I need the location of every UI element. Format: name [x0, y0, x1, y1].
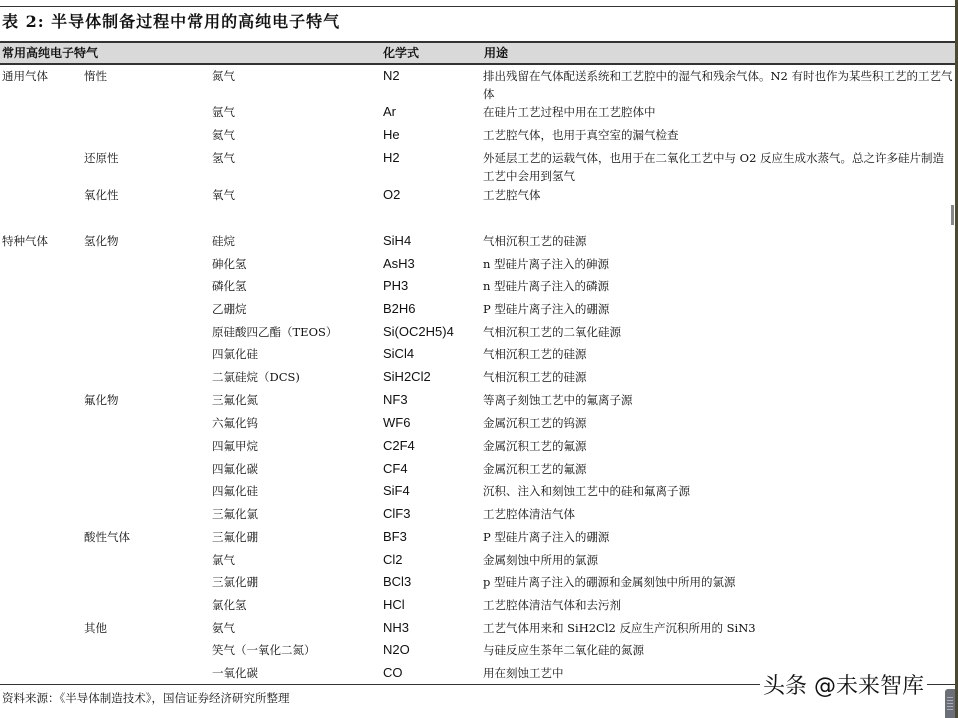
table-title: 表 2: 半导体制备过程中常用的高纯电子特气: [2, 12, 341, 31]
cell-gas-name: 一氧化碳: [212, 666, 258, 680]
cell-gas-name: 氨气: [212, 621, 235, 635]
header-formula: 化学式: [383, 46, 420, 60]
cell-use: 沉积、注入和刻蚀工艺中的硅和氟离子源: [483, 484, 690, 498]
cell-formula: O2: [383, 187, 401, 202]
cell-formula: ClF3: [383, 506, 411, 521]
table-row: [0, 232, 955, 254]
cell-gas-name: 砷化氢: [212, 257, 247, 271]
table-row: [0, 186, 955, 208]
cell-formula: Ar: [383, 104, 396, 119]
watermark: 头条 @未来智库: [760, 672, 927, 702]
cell-formula: WF6: [383, 415, 411, 430]
cell-subcategory: 其他: [84, 621, 107, 635]
cell-use: 金属沉积工艺的氟源: [483, 439, 587, 453]
table-row: [0, 619, 955, 641]
cell-formula: SiCl4: [383, 346, 415, 361]
cell-formula: SiH4: [383, 233, 412, 248]
cell-gas-name: 三氟化硼: [212, 530, 258, 544]
cell-formula: BCl3: [383, 574, 412, 589]
cell-use: p 型硅片离子注入的硼源和金属刻蚀中所用的氯源: [483, 575, 736, 589]
cell-subcategory: 氟化物: [84, 393, 119, 407]
cell-gas-name: 磷化氢: [212, 279, 247, 293]
grip-line-icon: [947, 700, 953, 701]
cell-gas-name: 二氯硅烷（DCS): [212, 370, 300, 384]
cell-category: 通用气体: [2, 69, 48, 83]
cell-formula: C2F4: [383, 438, 415, 453]
cell-gas-name: 氢气: [212, 151, 235, 165]
cell-formula: N2: [383, 68, 400, 83]
cell-gas-name: 乙硼烷: [212, 302, 247, 316]
cell-formula: B2H6: [383, 301, 416, 316]
cell-use: P 型硅片离子注入的硼源: [483, 530, 610, 544]
cell-use: 工艺腔体清洁气体和去污剂: [483, 598, 621, 612]
cell-use: 金属沉积工艺的钨源: [483, 416, 587, 430]
grip-line-icon: [947, 703, 953, 704]
cell-gas-name: 六氟化钨: [212, 416, 258, 430]
table-row: [0, 641, 955, 663]
cell-gas-name: 硅烷: [212, 234, 235, 248]
cell-subcategory: 氧化性: [84, 188, 119, 202]
table-row: [0, 437, 955, 459]
grip-line-icon: [947, 706, 953, 707]
cell-use: 在硅片工艺过程中用在工艺腔体中: [483, 105, 656, 119]
table-row: [0, 551, 955, 573]
cell-formula: CF4: [383, 461, 408, 476]
cell-formula: BF3: [383, 529, 407, 544]
cell-gas-name: 三氟化氯: [212, 507, 258, 521]
cell-use: n 型硅片离子注入的磷源: [483, 279, 610, 293]
cell-gas-name: 四氟甲烷: [212, 439, 258, 453]
table-row: [0, 596, 955, 618]
table-row: [0, 300, 955, 322]
cell-subcategory: 惰性: [84, 69, 107, 83]
cell-formula: HCl: [383, 597, 405, 612]
cell-formula: AsH3: [383, 256, 415, 271]
cell-gas-name: 原硅酸四乙酯（TEOS）: [212, 325, 338, 339]
cell-use: 金属沉积工艺的氟源: [483, 462, 587, 476]
cell-formula: PH3: [383, 278, 409, 293]
cell-use: 金属刻蚀中所用的氯源: [483, 553, 598, 567]
table-row: [0, 573, 955, 595]
table-row: [0, 149, 955, 183]
table-row: [0, 528, 955, 550]
cell-gas-name: 氧气: [212, 188, 235, 202]
table-row: [0, 103, 955, 125]
cell-category: 特种气体: [2, 234, 48, 248]
table-row: [0, 126, 955, 148]
cell-formula: Cl2: [383, 552, 403, 567]
source-note: 资料来源：《半导体制造技术》，国信证券经济研究所整理: [2, 691, 290, 705]
grip-line-icon: [947, 709, 953, 710]
table-row: [0, 368, 955, 390]
table-row: [0, 277, 955, 299]
cell-formula: SiF4: [383, 483, 410, 498]
cell-use: 工艺腔气体，也用于真空室的漏气检查: [483, 128, 679, 142]
cell-gas-name: 四氟化碳: [212, 462, 258, 476]
cell-gas-name: 氮气: [212, 69, 235, 83]
table-header: [0, 41, 955, 65]
cell-use: 用在刻蚀工艺中: [483, 666, 564, 680]
table-row: [0, 414, 955, 436]
scrollbar-thumb[interactable]: [945, 689, 955, 718]
cell-gas-name: 三氟化氮: [212, 393, 258, 407]
cell-gas-name: 氯气: [212, 553, 235, 567]
cell-use: 等离子刻蚀工艺中的氟离子源: [483, 393, 633, 407]
cell-formula: NF3: [383, 392, 408, 407]
table-row: [0, 391, 955, 413]
table-row: [0, 323, 955, 345]
cell-formula: N2O: [383, 642, 410, 657]
table-row: [0, 345, 955, 367]
cell-use: 外延层工艺的运载气体，也用于在二氧化工艺中与 O2 反应生成水蒸气。总之许多硅片制造工艺中会用到氢气: [483, 151, 945, 183]
cell-use: 气相沉积工艺的二氧化硅源: [483, 325, 621, 339]
cell-use: n 型硅片离子注入的砷源: [483, 257, 610, 271]
cell-formula: SiH2Cl2: [383, 369, 431, 384]
cell-use: P 型硅片离子注入的硼源: [483, 302, 610, 316]
cell-use: 排出残留在气体配送系统和工艺腔中的湿气和残余气体。N2 有时也作为某些积工艺的工艺气体: [483, 69, 953, 101]
cell-gas-name: 三氯化硼: [212, 575, 258, 589]
header-category: 常用高纯电子特气: [2, 46, 99, 60]
cell-formula: He: [383, 127, 400, 142]
scroll-indicator[interactable]: [951, 205, 954, 225]
table-row: [0, 505, 955, 527]
cell-subcategory: 酸性气体: [84, 530, 130, 544]
cell-gas-name: 四氯化硅: [212, 347, 258, 361]
cell-use: 工艺腔体清洁气体: [483, 507, 575, 521]
cell-use: 与硅反应生茶年二氧化硅的氮源: [483, 643, 644, 657]
cell-gas-name: 氦气: [212, 128, 235, 142]
cell-subcategory: 氢化物: [84, 234, 119, 248]
cell-formula: Si(OC2H5)4: [383, 324, 454, 339]
cell-use: 气相沉积工艺的硅源: [483, 234, 587, 248]
cell-gas-name: 四氟化硅: [212, 484, 258, 498]
cell-use: 气相沉积工艺的硅源: [483, 347, 587, 361]
cell-gas-name: 氯化氢: [212, 598, 247, 612]
cell-subcategory: 还原性: [84, 151, 119, 165]
cell-use: 工艺腔气体: [483, 188, 541, 202]
cell-formula: H2: [383, 150, 400, 165]
header-use: 用途: [484, 46, 509, 60]
cell-use: 工艺气体用来和 SiH2Cl2 反应生产沉积所用的 SiN3: [483, 621, 756, 635]
table-row: [0, 255, 955, 277]
cell-formula: NH3: [383, 620, 410, 635]
table-row: [0, 67, 955, 101]
top-rule: [0, 6, 955, 7]
cell-formula: CO: [383, 665, 403, 680]
grip-line-icon: [947, 697, 953, 698]
cell-use: 气相沉积工艺的硅源: [483, 370, 587, 384]
cell-gas-name: 氩气: [212, 105, 235, 119]
table-row: [0, 460, 955, 482]
cell-gas-name: 笑气（一氧化二氮）: [212, 643, 316, 657]
table-row: [0, 482, 955, 504]
